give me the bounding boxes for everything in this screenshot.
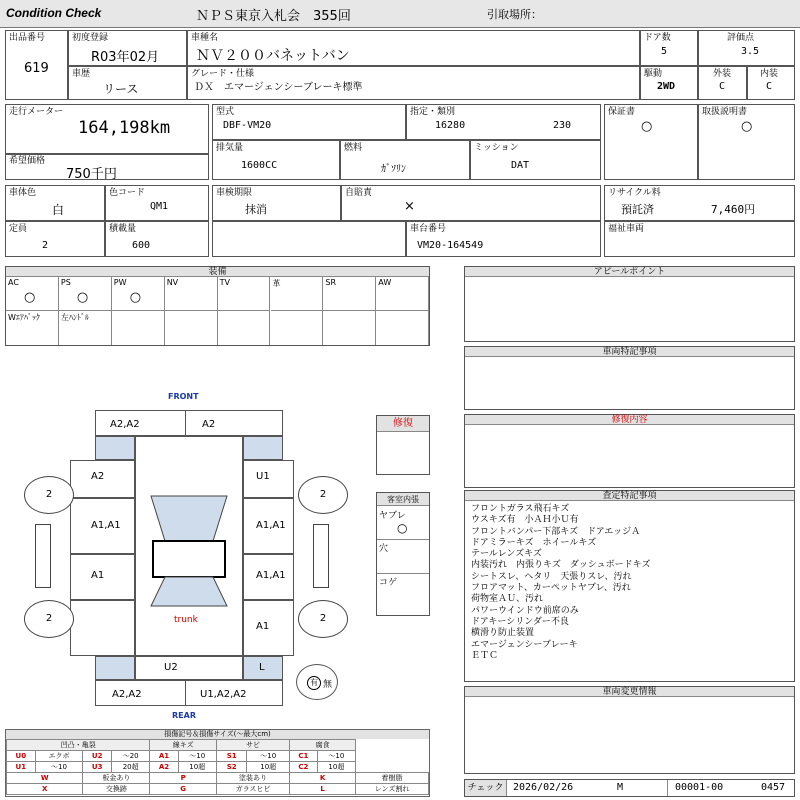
equip-tv: [218, 277, 271, 311]
manual-cell: [698, 104, 795, 180]
legend-desc: 塗装あり: [216, 773, 289, 784]
inspection-note: エマージェンシーブレーキ: [471, 639, 578, 650]
yu-option: 有: [307, 676, 321, 690]
change-panel: [464, 686, 795, 774]
equip-label: PW: [113, 278, 127, 287]
equip-pw: [112, 277, 165, 311]
legend-code: U0: [7, 751, 36, 762]
type-label: 型式: [216, 107, 235, 117]
inspection-note: ドアミラーキズ ホイールキズ: [471, 537, 597, 548]
warranty-cell: [604, 104, 698, 180]
check-date: 2026/02/26: [513, 782, 574, 793]
panel-l1-text: A2: [91, 471, 105, 482]
legend-header: 線キズ: [150, 740, 217, 751]
interior-box: [376, 492, 430, 616]
footer-num: 0457: [761, 782, 786, 793]
legend-desc: 〜10: [317, 751, 355, 762]
mirror-left: [35, 524, 51, 588]
displacement-cell: [212, 140, 340, 180]
model-label: 車種名: [191, 33, 219, 43]
chassis-label: 車台番号: [410, 224, 447, 234]
displacement-value: 1600CC: [241, 160, 278, 171]
koge-label: コゲ: [379, 578, 398, 588]
legend-code: K: [290, 773, 356, 784]
legend-code: S2: [216, 762, 246, 773]
type-cell: [212, 104, 406, 140]
lot-number: 619: [24, 61, 49, 76]
equip-label: SR: [325, 278, 337, 287]
legend-code: U1: [7, 762, 36, 773]
fuel-label: 燃料: [344, 143, 363, 153]
legend-desc: 〜10: [35, 762, 83, 773]
panel-r1[interactable]: [243, 460, 294, 498]
legend-desc: エクボ: [35, 751, 83, 762]
legend-code: L: [290, 784, 356, 795]
transmission-label: ミッション: [474, 143, 519, 153]
legend-desc: 着樹脂: [356, 773, 429, 784]
equip-value: ○: [24, 290, 36, 305]
pickup-label: 引取場所：: [487, 8, 542, 21]
color-cell: [5, 185, 105, 221]
ext-value: C: [719, 81, 726, 92]
legend-desc: 〜10: [178, 751, 216, 762]
ext-cell: [698, 66, 747, 100]
panel-rear-bottom-left[interactable]: [95, 680, 186, 706]
repair-box: [376, 415, 430, 475]
price-value: 750千円: [66, 167, 117, 182]
capacity-cell: [5, 221, 105, 257]
inspection-note: パワーウインドウ前席のみ: [471, 605, 579, 616]
first-reg-label: 初度登録: [72, 33, 109, 43]
int-label: 内装: [760, 69, 779, 79]
inspection-note: 荷物室ＡＵ、汚れ: [471, 594, 544, 605]
fuel-cell: [340, 140, 470, 180]
inspection-note: 横滑り防止装置: [471, 628, 535, 639]
appeal-title: アピールポイント: [465, 267, 794, 277]
legend-code: G: [150, 784, 217, 795]
legend-code: C1: [290, 751, 318, 762]
footer-code: 00001-00: [675, 782, 724, 793]
first-reg-cell: [68, 30, 187, 66]
doors-cell: [640, 30, 698, 66]
recycle-label: リサイクル料: [608, 188, 661, 198]
score-value: 3.5: [741, 46, 760, 57]
panel-r4-text: A1: [256, 621, 270, 632]
inspection-note: フロアマット、カーペットヤブレ、汚れ: [471, 583, 631, 594]
doors-value: 5: [661, 46, 668, 57]
panel-r2-text: A1,A1: [256, 520, 286, 531]
panel-rear-bottom-right-text: U1,A2,A2: [200, 689, 247, 700]
rear-label: REAR: [172, 711, 196, 720]
inspection-notes-list: [471, 504, 789, 662]
history-label: 車歴: [72, 69, 91, 79]
legend-desc: 交換跡: [83, 784, 150, 795]
warranty-value: ○: [641, 119, 653, 134]
drive-cell: [640, 66, 698, 100]
capacity-label: 定員: [9, 224, 28, 234]
fender-rr[interactable]: [243, 656, 283, 680]
equip-row2-slot: [59, 311, 112, 345]
equip-row2-slot: [376, 311, 429, 345]
tire-rear-right[interactable]: 2: [298, 600, 348, 638]
inspection-note: 内装汚れ 内張りキズ ダッシュボードキズ: [471, 560, 651, 571]
liability-value: ×: [404, 199, 415, 214]
color-label: 車体色: [9, 188, 37, 198]
drive-value: 2WD: [657, 81, 676, 92]
legend-table: [6, 739, 429, 795]
equip-label: AC: [8, 278, 19, 287]
equip-value: ○: [129, 290, 142, 305]
yabure-value: ○: [397, 521, 408, 535]
price-label: 希望価格: [9, 156, 46, 166]
tire-front-left[interactable]: 2: [24, 476, 74, 514]
panel-rear-mid-text: U2: [164, 662, 178, 673]
color-value: 白: [52, 203, 65, 217]
load-cell: [105, 221, 209, 257]
grade-label: グレード・仕様: [191, 69, 255, 79]
transmission-cell: [470, 140, 601, 180]
notes-title: 車両特記事項: [465, 347, 794, 357]
legend-header: 腐食: [290, 740, 356, 751]
panel-r4[interactable]: [243, 600, 294, 656]
color-code-cell: [105, 185, 209, 221]
warranty-label: 保証書: [608, 107, 636, 117]
recycle-status: 預託済: [621, 203, 654, 216]
welfare-cell: [604, 221, 795, 257]
check-mark: M: [617, 782, 624, 793]
blank-cell: [212, 221, 406, 257]
repair-content-panel: [464, 414, 795, 488]
fender-fr[interactable]: [243, 436, 283, 460]
inspection-notes-title: 査定特記事項: [465, 491, 794, 501]
equip-nv: [165, 277, 218, 311]
welfare-label: 福祉車両: [608, 224, 645, 234]
fuel-value: ｶﾞｿﾘﾝ: [381, 164, 406, 175]
equip-label: PS: [60, 278, 71, 287]
grade-value: ＤＸ エマージェンシーブレーキ標準: [194, 82, 363, 93]
designation-number: 16280: [435, 120, 466, 131]
fender-rl[interactable]: [95, 656, 135, 680]
first-reg-value: R03年02月: [91, 50, 160, 65]
equip-row2-slot: [112, 311, 165, 345]
mirror-right: [313, 524, 329, 588]
ext-label: 外装: [713, 69, 732, 79]
class-number: 230: [553, 120, 572, 131]
panel-l2-text: A1,A1: [91, 520, 121, 531]
equip-label: Wｴｱﾊﾞｯｸ: [8, 313, 40, 322]
tire-rear-left[interactable]: 2: [24, 600, 74, 638]
legend-code: U3: [83, 762, 112, 773]
recycle-fee: 7,460円: [711, 203, 756, 216]
repair-content-title: 修復内容: [465, 415, 794, 425]
equip-label: 革: [272, 279, 281, 288]
equip-label: 左ﾊﾝﾄﾞﾙ: [60, 313, 89, 322]
equipment-grid: [6, 277, 429, 345]
auction-name: ＮＰＳ東京入札会 355回: [196, 9, 351, 24]
color-code-label: 色コード: [109, 188, 146, 198]
price-cell: [5, 154, 209, 180]
equip-label: AW: [378, 278, 392, 287]
lot-label: 出品番号: [9, 33, 46, 43]
int-cell: [747, 66, 795, 100]
equip-label: NV: [166, 278, 179, 287]
panel-rear-mid[interactable]: [135, 656, 243, 680]
legend-code: W: [7, 773, 83, 784]
inspection-note: シートスレ、ヘタリ 天張りスレ、汚れ: [471, 571, 632, 582]
lot-cell: [5, 30, 68, 100]
equip-ps: [59, 277, 112, 311]
model-cell: [187, 30, 640, 66]
panel-r3[interactable]: [243, 554, 294, 600]
interior-label: 客室内張: [377, 493, 429, 506]
change-title: 車両変更情報: [465, 687, 794, 697]
panel-front-right[interactable]: [185, 410, 283, 436]
panel-front-left-text: A2,A2: [110, 419, 140, 430]
yabure-label: ヤブレ: [379, 511, 406, 521]
equip-row2-slot: [218, 311, 271, 345]
brand-title: Condition Check: [6, 6, 102, 20]
repair-label: 修復: [377, 416, 429, 432]
check-label: チェック: [465, 780, 507, 796]
designation-label: 指定・類別: [410, 107, 456, 117]
panel-r2[interactable]: [243, 498, 294, 554]
load-label: 積載量: [109, 224, 137, 234]
inspection-note: テールレンズキズ: [471, 549, 542, 560]
panel-l4[interactable]: [70, 600, 135, 656]
designation-cell: [406, 104, 601, 140]
inspect-cell: [212, 185, 341, 221]
score-cell: [698, 30, 795, 66]
panel-front-left[interactable]: [95, 410, 186, 436]
legend-code: C2: [290, 762, 318, 773]
equip-row2-slot: [323, 311, 376, 345]
inspection-note: フロントバンパー下部キズ ドアエッジＡ: [471, 526, 641, 537]
legend-code: A1: [150, 751, 178, 762]
panel-l1[interactable]: [70, 460, 135, 498]
int-value: C: [766, 81, 773, 92]
grade-cell: [187, 66, 640, 100]
history-cell: [68, 66, 187, 100]
capacity-value: 2: [42, 240, 49, 251]
chassis-cell: [406, 221, 601, 257]
panel-r1-text: U1: [256, 471, 270, 482]
legend-desc: 〜20: [111, 751, 149, 762]
legend-desc: 20超: [111, 762, 149, 773]
legend-panel: [5, 729, 430, 797]
panel-l2[interactable]: [70, 498, 135, 554]
legend-desc: 〜10: [247, 751, 290, 762]
appeal-panel: [464, 266, 795, 342]
recycle-cell: [604, 185, 795, 221]
legend-code: P: [150, 773, 217, 784]
equip-row2-slot: [165, 311, 218, 345]
option-oval[interactable]: [296, 664, 338, 700]
panel-l3[interactable]: [70, 554, 135, 600]
inspect-value: 抹消: [245, 203, 267, 216]
equip-革: [271, 277, 324, 311]
doors-label: ドア数: [644, 33, 671, 43]
legend-desc: 10超: [247, 762, 290, 773]
panel-rear-bottom-left-text: A2,A2: [112, 689, 142, 700]
header-bar: [0, 0, 800, 28]
inspection-notes-panel: [464, 490, 795, 682]
inspection-note: ＥＴＣ: [471, 650, 499, 661]
transmission-value: DAT: [511, 160, 530, 171]
mileage-value: 164,198km: [78, 118, 171, 138]
inspect-label: 車検期限: [216, 188, 253, 198]
liability-label: 自賠責: [345, 188, 373, 198]
equip-aw: [376, 277, 429, 311]
legend-desc: 10超: [317, 762, 355, 773]
mu-option: 無: [323, 680, 333, 690]
type-value: DBF-VM20: [223, 120, 272, 131]
equip-row2-slot: [271, 311, 324, 345]
manual-value: ○: [741, 119, 753, 134]
legend-code: X: [7, 784, 83, 795]
footer-bar: [464, 779, 795, 797]
legend-desc: レンズ割れ: [356, 784, 429, 795]
fender-fl[interactable]: [95, 436, 135, 460]
displacement-label: 排気量: [216, 143, 244, 153]
legend-code: S1: [216, 751, 246, 762]
legend-header: サビ: [216, 740, 289, 751]
inspection-note: フロントガラス飛石キズ: [471, 504, 570, 514]
inspection-note: ドアキーシリンダー不良: [471, 616, 569, 627]
fender-rr-text: L: [259, 662, 265, 673]
panel-front-right-text: A2: [202, 419, 216, 430]
score-label: 評価点: [727, 33, 755, 43]
history-value: リース: [103, 82, 139, 96]
legend-code: U2: [83, 751, 112, 762]
legend-desc: 10超: [178, 762, 216, 773]
liability-cell: [341, 185, 601, 221]
equip-row2-slot: [6, 311, 59, 345]
legend-code: A2: [150, 762, 178, 773]
legend-title: 損傷記号＆損傷サイズ(〜最大cm): [6, 730, 429, 739]
equip-ac: [6, 277, 59, 311]
drive-label: 駆動: [644, 69, 663, 79]
mileage-label: 走行メーター: [9, 107, 64, 117]
equipment-panel: [5, 266, 430, 346]
legend-desc: 板金あり: [83, 773, 150, 784]
model-value: ＮＶ２００バネットバン: [196, 48, 350, 64]
ana-label: 穴: [379, 544, 389, 554]
legend-header: 凹凸・亀裂: [7, 740, 150, 751]
legend-desc: ガラスヒビ: [216, 784, 289, 795]
inspection-note: ウスキズ有 小ＡＨ小Ｕ有: [471, 515, 579, 526]
mileage-cell: [5, 104, 209, 154]
chassis-value: VM20-164549: [417, 240, 484, 251]
panel-r3-text: A1,A1: [256, 570, 286, 581]
front-label: FRONT: [168, 392, 199, 401]
tire-front-right[interactable]: 2: [298, 476, 348, 514]
equipment-title: 装備: [6, 267, 429, 277]
equip-sr: [323, 277, 376, 311]
manual-label: 取扱説明書: [702, 107, 748, 117]
color-code-value: QM1: [150, 201, 169, 212]
notes-panel: [464, 346, 795, 410]
panel-l3-text: A1: [91, 570, 105, 581]
load-value: 600: [132, 240, 151, 251]
trunk-label: trunk: [174, 615, 198, 625]
panel-rear-bottom-right[interactable]: [185, 680, 283, 706]
equip-value: ○: [76, 290, 89, 305]
equip-label: TV: [219, 278, 230, 287]
